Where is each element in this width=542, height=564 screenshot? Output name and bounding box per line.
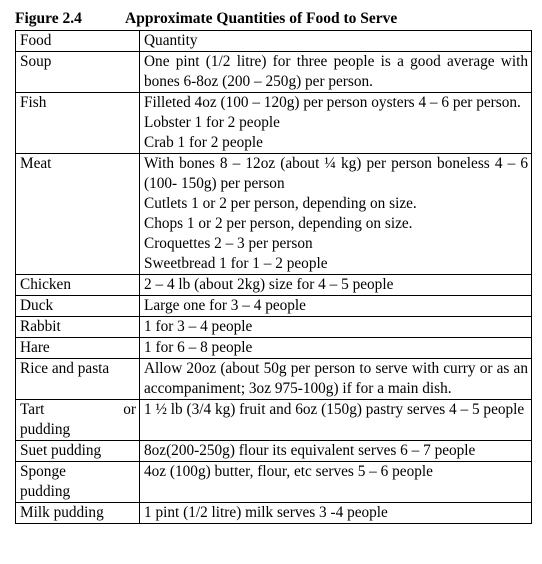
food-name: Rabbit xyxy=(20,318,61,335)
food-name: Tart xyxy=(20,401,45,418)
table-row xyxy=(16,338,532,359)
food-cell xyxy=(16,275,140,296)
header-quantity: Quantity xyxy=(140,31,532,52)
quantity-text: Crab 1 for 2 people xyxy=(144,134,263,151)
quantity-cell xyxy=(140,154,532,275)
quantity-cell xyxy=(140,359,532,400)
food-name: Fish xyxy=(20,94,47,111)
food-cell xyxy=(16,400,140,441)
quantity-cell xyxy=(140,503,532,524)
quantity-cell xyxy=(140,462,532,503)
food-cell xyxy=(16,441,140,462)
food-name: Milk pudding xyxy=(20,504,104,521)
food-name: or xyxy=(123,401,136,418)
quantity-text: Filleted 4oz (100 – 120g) per person oysters 4 – 6 per person. xyxy=(144,94,521,111)
food-cell xyxy=(16,338,140,359)
quantity-text: With bones 8 – 12oz (about ¼ kg) per person boneless 4 – 6 (100- 150g) per person xyxy=(144,155,528,192)
quantity-text: Croquettes 2 – 3 per person xyxy=(144,235,313,252)
figure-title xyxy=(15,9,397,29)
quantity-text: 4oz (100g) butter, flour, etc serves 5 – 6 people xyxy=(144,463,433,480)
food-name: Hare xyxy=(20,339,50,356)
quantity-cell xyxy=(140,400,532,441)
quantity-text: 1 ½ lb (3/4 kg) fruit and 6oz (150g) pastry serves 4 – 5 people xyxy=(144,401,525,418)
quantity-text: Sweetbread 1 for 1 – 2 people xyxy=(144,255,328,272)
food-name: Soup xyxy=(20,53,52,70)
figure-label: Figure 2.4 xyxy=(15,10,82,27)
quantity-cell xyxy=(140,441,532,462)
table-row xyxy=(16,462,532,503)
header-food: Food xyxy=(16,31,140,52)
food-cell xyxy=(16,503,140,524)
table-row xyxy=(16,503,532,524)
food-name: Chicken xyxy=(20,276,71,293)
food-name: Meat xyxy=(20,155,52,172)
table-row xyxy=(16,275,532,296)
table-row xyxy=(16,441,532,462)
quantity-cell xyxy=(140,52,532,93)
quantity-text: 1 for 3 – 4 people xyxy=(144,318,253,335)
food-name: pudding xyxy=(20,483,71,500)
quantity-text: Allow 20oz (about 50g per person to serve with curry or as an accompaniment; 3oz 975-100g) if for a main dish. xyxy=(144,360,528,397)
quantity-text: Cutlets 1 or 2 per person, depending on size. xyxy=(144,195,417,212)
table-row xyxy=(16,52,532,93)
quantity-cell xyxy=(140,296,532,317)
quantity-cell xyxy=(140,317,532,338)
table-row xyxy=(16,359,532,400)
quantity-cell xyxy=(140,338,532,359)
food-name: pudding xyxy=(20,421,71,438)
quantity-text: 1 for 6 – 8 people xyxy=(144,339,253,356)
food-cell xyxy=(16,317,140,338)
food-quantity-table xyxy=(15,30,532,524)
figure-caption: Approximate Quantities of Food to Serve xyxy=(125,10,398,27)
food-cell xyxy=(16,52,140,93)
quantity-text: 2 – 4 lb (about 2kg) size for 4 – 5 people xyxy=(144,276,394,293)
food-cell xyxy=(16,462,140,503)
quantity-text: 1 pint (1/2 litre) milk serves 3 -4 people xyxy=(144,504,388,521)
quantity-text: Large one for 3 – 4 people xyxy=(144,297,306,314)
food-cell xyxy=(16,359,140,400)
table-row xyxy=(16,296,532,317)
table-row xyxy=(16,154,532,275)
food-cell xyxy=(16,296,140,317)
quantity-cell xyxy=(140,275,532,296)
food-name: Rice and pasta xyxy=(20,360,110,377)
food-name-first-line xyxy=(20,400,136,420)
table-header-row xyxy=(16,31,532,52)
food-cell xyxy=(16,154,140,275)
quantity-text: Chops 1 or 2 per person, depending on size. xyxy=(144,215,413,232)
quantity-text: One pint (1/2 litre) for three people is a good average with bones 6-8oz (200 – 250g) per person. xyxy=(144,53,528,90)
table-row xyxy=(16,93,532,154)
food-name: Suet pudding xyxy=(20,442,102,459)
food-name: Duck xyxy=(20,297,54,314)
food-name: Sponge xyxy=(20,463,66,480)
table-row xyxy=(16,317,532,338)
quantity-cell xyxy=(140,93,532,154)
food-cell xyxy=(16,93,140,154)
quantity-text: Lobster 1 for 2 people xyxy=(144,114,280,131)
quantity-text: 8oz(200-250g) flour its equivalent serves 6 – 7 people xyxy=(144,442,476,459)
table-row xyxy=(16,400,532,441)
